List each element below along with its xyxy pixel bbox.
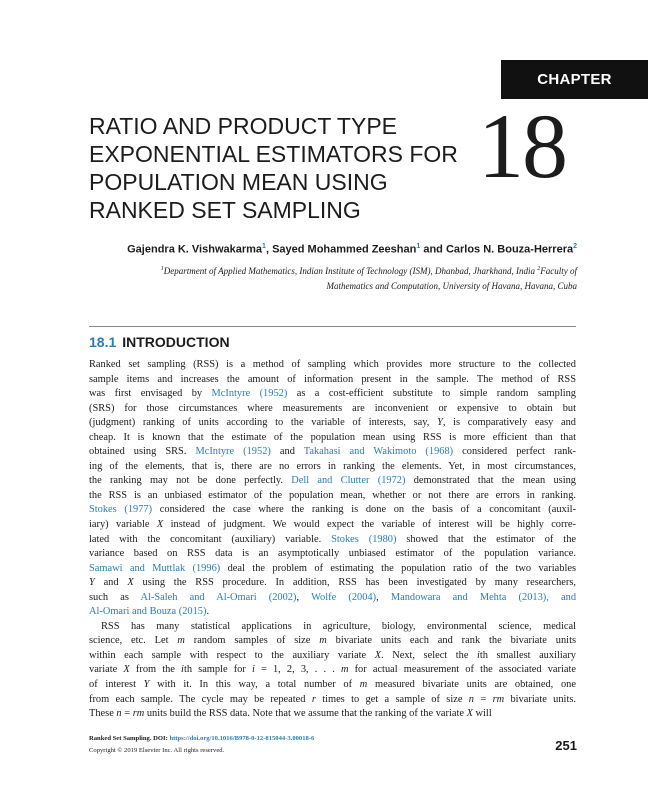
text-line xyxy=(89,489,576,504)
text-span: cheap. It is known that the estimate of the population mean using RSS is more efficient than that xyxy=(89,431,576,443)
text-span: ing of the elements, that is, there are no errors in ranking the elements. Yet, in most circumstances, xyxy=(89,460,576,472)
affiliation-line: Mathematics and Computation, University of Havana, Havana, Cuba xyxy=(326,281,577,291)
math-variable: n xyxy=(468,693,474,705)
text-span: science, etc. Let xyxy=(89,635,178,647)
text-span: obtained using SRS. xyxy=(89,446,196,458)
text-span: as a cost-efficient substitute to simple random sampling xyxy=(287,388,576,400)
text-span: was first envisaged by xyxy=(89,388,212,400)
text-line xyxy=(89,387,576,402)
text-span: of interest xyxy=(89,679,144,691)
chapter-tab xyxy=(501,60,648,99)
citation-link[interactable]: Dell and Clutter (1972) xyxy=(291,475,406,487)
text-line xyxy=(89,591,576,606)
text-span: units build the RSS data. Note that we assume that the ranking of the variate xyxy=(144,708,467,720)
text-span: variate xyxy=(89,664,124,676)
chapter-number: 18 xyxy=(478,95,566,197)
math-variable: m xyxy=(177,635,185,647)
section-divider xyxy=(89,326,576,327)
text-span: = xyxy=(474,693,493,705)
section-heading xyxy=(89,334,230,350)
title-line: POPULATION MEAN USING xyxy=(89,169,388,195)
footer-doi-line xyxy=(89,733,314,745)
text-span: from the xyxy=(129,664,182,676)
text-span: random samples of size xyxy=(184,635,320,647)
affiliations xyxy=(57,262,577,294)
text-span: such as xyxy=(89,591,141,603)
text-line xyxy=(89,547,576,562)
text-line xyxy=(89,620,576,635)
text-span: th sample for xyxy=(183,664,252,676)
text-span: with it. In this way, a total number of xyxy=(149,679,360,691)
math-variable: i xyxy=(476,649,480,661)
footer xyxy=(89,733,314,757)
title-line: RATIO AND PRODUCT TYPE xyxy=(89,113,397,139)
math-variable: m xyxy=(359,679,368,691)
math-variable: rm xyxy=(132,708,145,720)
citation-link[interactable]: Mandowara and Mehta (2013) xyxy=(390,591,547,603)
text-line xyxy=(89,402,576,417)
text-line xyxy=(89,518,576,533)
math-variable: Y xyxy=(143,679,150,691)
text-line xyxy=(89,431,576,446)
text-line xyxy=(89,533,576,548)
citation-link[interactable]: Takahasi and Wakimoto (1968) xyxy=(303,446,454,458)
text-span: demonstrated that the mean using xyxy=(405,475,576,487)
math-variable: m xyxy=(340,664,349,676)
text-span: for actual measurement of the associated variate xyxy=(348,664,576,676)
math-variable: X xyxy=(374,649,382,661)
math-variable: Y xyxy=(437,417,443,429)
affiliation-marker: 2 xyxy=(537,266,541,272)
author-separator: , xyxy=(265,243,273,256)
text-span: iary) variable xyxy=(89,519,157,531)
affiliation-marker: 1 xyxy=(160,266,164,272)
text-span: , is comparatively easy and xyxy=(442,417,576,429)
author-separator: and xyxy=(420,243,446,256)
affiliation-marker[interactable]: 2 xyxy=(573,243,577,250)
book-doi-label: Ranked Set Sampling. DOI: xyxy=(89,735,170,742)
math-variable: rm xyxy=(492,693,505,705)
citation-link[interactable]: McIntyre (1952) xyxy=(195,446,271,458)
text-span: , xyxy=(296,591,312,603)
text-line xyxy=(89,605,576,620)
author-name: Carlos N. Bouza-Herrera xyxy=(445,243,574,256)
title-line: EXPONENTIAL ESTIMATORS FOR xyxy=(89,141,458,167)
math-variable: i xyxy=(251,664,255,676)
text-span: bivariate units each and rank the bivariate units xyxy=(326,635,576,647)
text-line xyxy=(89,503,576,518)
text-line xyxy=(89,693,576,708)
text-span: deal the problem of estimating the population ratio of the two variables xyxy=(220,562,576,574)
text-line xyxy=(89,634,576,649)
affiliation-marker[interactable]: 1 xyxy=(262,243,266,250)
text-span: . xyxy=(206,606,210,618)
math-variable: X xyxy=(127,577,134,589)
text-span: (SRS) for those circumstances where measurements are inconvenient or expensive to obtain but xyxy=(89,402,576,414)
text-line xyxy=(89,474,576,489)
citation-link[interactable]: Wolfe (2004) xyxy=(311,591,377,603)
text-line xyxy=(89,445,576,460)
citation-link[interactable]: McIntyre (1952) xyxy=(211,388,288,400)
page-number: 251 xyxy=(555,738,577,753)
text-span: , xyxy=(376,591,391,603)
math-variable: Y xyxy=(89,577,95,589)
text-line xyxy=(89,373,576,388)
text-span: within each sample with respect to the auxiliary variate xyxy=(89,649,375,661)
affiliation-text: Department of Applied Mathematics, Indian Institute of Technology (ISM), Dhanbad, Jharkhand, India xyxy=(163,266,538,276)
text-span: sample items and increases the amount of information present in the sample. The method of RSS xyxy=(89,373,576,385)
math-variable: X xyxy=(466,708,473,720)
text-span: th smallest auxiliary xyxy=(479,649,576,661)
chapter-label: CHAPTER xyxy=(537,71,612,88)
citation-link[interactable]: , and xyxy=(546,591,577,603)
text-span: RSS has many statistical applications in agriculture, biology, environmental science, medical xyxy=(101,620,576,632)
text-span: = 1, 2, 3, . . . xyxy=(254,664,341,676)
title-line: RANKED SET SAMPLING xyxy=(89,197,361,223)
author-name: Sayed Mohammed Zeeshan xyxy=(272,243,417,256)
text-span: showed that the estimator of the xyxy=(396,533,577,545)
text-span: = xyxy=(121,708,133,720)
doi-link[interactable]: https://doi.org/10.1016/B978-0-12-815044-3.00018-6 xyxy=(169,735,315,742)
citation-link[interactable]: Al-Omari and Bouza (2015) xyxy=(89,606,207,618)
citation-link[interactable]: Al-Saleh and Al-Omari (2002) xyxy=(140,591,297,603)
text-span: instead of judgment. We would expect the variable of interest will be highly corre- xyxy=(163,519,576,531)
author-list xyxy=(127,243,577,256)
text-line xyxy=(89,707,576,722)
text-span: considered the case where the ranking is done on the basis of a concomitant (auxil- xyxy=(152,504,576,516)
math-variable: m xyxy=(319,635,327,647)
affiliation-line xyxy=(57,262,577,279)
text-line xyxy=(89,649,576,664)
text-line xyxy=(89,678,576,693)
author-name: Gajendra K. Vishwakarma xyxy=(127,243,263,256)
text-span: the RSS is an unbiased estimator of the population mean, whether or not there are errors in ranking. xyxy=(89,489,576,501)
section-title: INTRODUCTION xyxy=(122,334,230,350)
body-text xyxy=(89,358,576,722)
text-span: from each sample. The cycle may be repeated xyxy=(89,693,312,705)
text-span: using the RSS procedure. In addition, RSS has been investigated by many researchers, xyxy=(133,577,576,589)
section-number: 18.1 xyxy=(89,334,117,350)
affiliation-marker[interactable]: 1 xyxy=(416,243,421,250)
text-span: will xyxy=(472,708,492,720)
math-variable: r xyxy=(311,693,316,705)
text-span: measured bivariate units are obtained, one xyxy=(367,679,576,691)
text-line xyxy=(89,460,576,475)
text-span: These xyxy=(89,708,117,720)
text-span: . Next, select the xyxy=(381,649,477,661)
copyright: Copyright © 2019 Elsevier Inc. All rights reserved. xyxy=(89,747,225,754)
citation-link[interactable]: Stokes (1980) xyxy=(331,533,397,545)
math-variable: X xyxy=(156,519,164,531)
chapter-title xyxy=(89,112,489,224)
text-span: (judgment) ranking of units according to the variable of interests, say, xyxy=(89,417,438,429)
affiliation-text: Faculty of xyxy=(540,266,577,276)
citation-link[interactable]: Stokes (1977) xyxy=(89,504,153,516)
math-variable: i xyxy=(181,664,184,676)
text-span: and xyxy=(94,577,128,589)
text-line xyxy=(89,576,576,591)
math-variable: X xyxy=(123,664,130,676)
citation-link[interactable]: Samawi and Muttlak (1996) xyxy=(89,562,221,574)
text-span: lated with the concomitant (auxiliary) variable. xyxy=(89,533,332,545)
text-span: variance based on RSS data is an asymptotically unbiased estimator of the population variance. xyxy=(89,548,576,560)
text-line xyxy=(89,562,576,577)
text-line xyxy=(89,663,576,678)
text-line xyxy=(89,358,576,373)
text-span: bivariate units. xyxy=(504,693,576,705)
text-line xyxy=(89,416,576,431)
text-span: and xyxy=(270,446,304,458)
math-variable: n xyxy=(116,708,122,720)
text-span: considered perfect rank- xyxy=(453,446,576,458)
text-span: times to get a sample of size xyxy=(315,693,469,705)
text-span: the ranking may not be done perfectly. xyxy=(89,475,292,487)
text-span: Ranked set sampling (RSS) is a method of sampling which provides more structure to the collected xyxy=(89,359,576,370)
